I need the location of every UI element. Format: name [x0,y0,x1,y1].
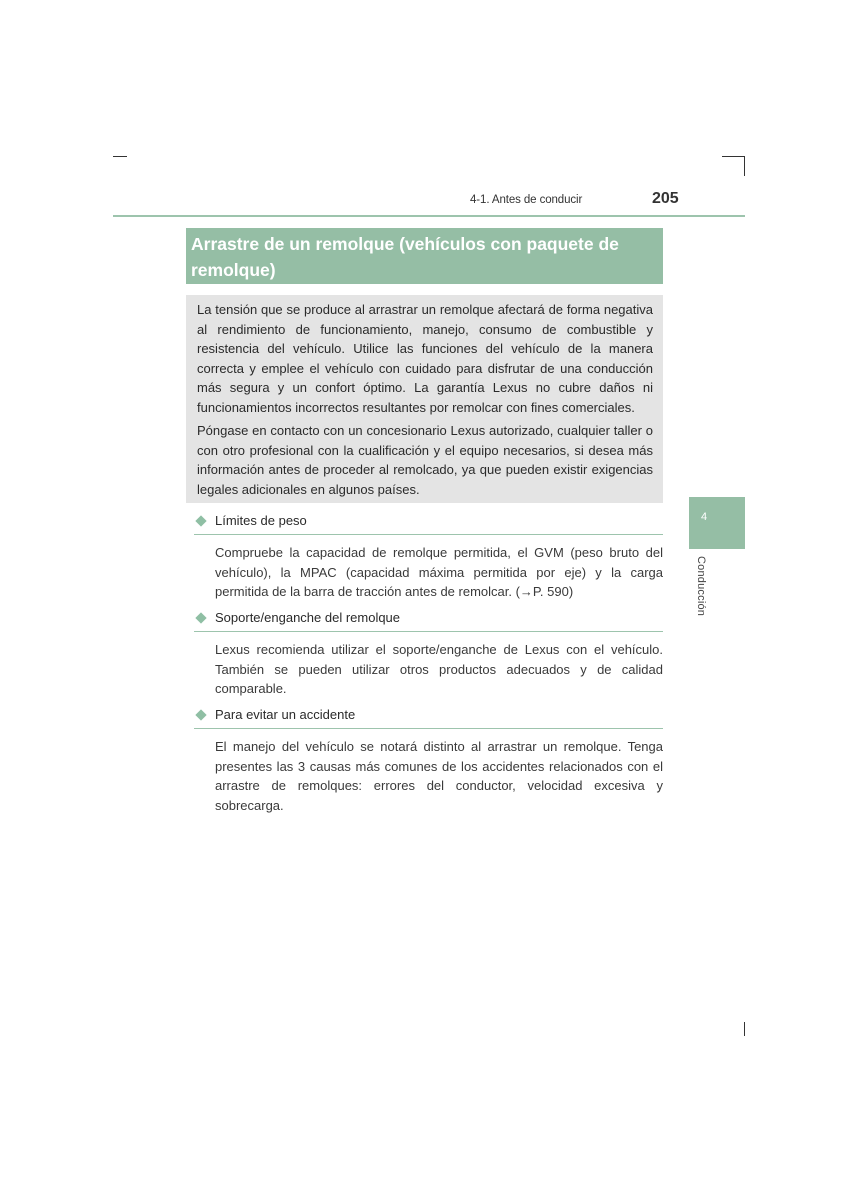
diamond-bullet-icon [195,515,206,526]
chapter-tab [689,497,745,549]
subsection-heading [194,610,663,632]
crop-mark-top-right-v [744,156,745,176]
intro-paragraph: Póngase en contacto con un concesionario Lexus autorizado, cualquier taller o con otro profesional con la cualificación y el equipo necesarios, si desea más información antes de proceder al remolcado, ya que pueden existir exigencias legales adicionales en algunos países. [197,423,653,497]
subsection-title: Soporte/enganche del remolque [215,610,401,625]
subsection-heading [194,707,663,729]
chapter-label: Conducción [695,556,707,617]
page-title: Arrastre de un remolque (vehículos con paquete de remolque) [191,234,619,280]
page-number: 205 [652,190,679,207]
subsection-body: El manejo del vehículo se notará distinto al arrastrar un remolque. Tenga presentes las 3 causas más comunes de los accidentes relacionados con el arrastre de remolques: errores del conductor, velocidad excesiva y sobrecarga. [215,739,663,813]
subsection-body: Lexus recomienda utilizar el soporte/enganche de Lexus con el vehículo. También se pueden utilizar otros productos adecuados y de calidad comparable. [215,642,663,696]
intro-box [186,295,663,503]
intro-paragraph: La tensión que se produce al arrastrar un remolque afectará de forma negativa al rendimiento de funcionamiento, manejo, consumo de combustible y resistencia del vehículo. Utilice las funciones del vehículo de la manera correcta y emplee el vehículo con cuidado para disfrutar de una conducción más segura y un confort óptimo. La garantía Lexus no cubre daños ni funcionamientos incorrectos resultantes por remolcar con fines comerciales. [197,302,653,415]
crop-mark-bottom-right-v [744,1022,745,1036]
subsection-title: Para evitar un accidente [215,707,356,722]
subsection-hitch [194,610,663,699]
crop-mark-top-right-h [722,156,744,157]
subsection-weight-limits [194,513,663,602]
running-header-section: 4-1. Antes de conducir [470,194,583,206]
crop-mark-top-left [113,156,127,157]
diamond-bullet-icon [195,612,206,623]
diamond-bullet-icon [195,709,206,720]
subsection-body: Compruebe la capacidad de remolque permitida, el GVM (peso bruto del vehículo), la MPAC (capacidad máxima permitida por eje) y la carga permitida de la barra de tracción antes de remolcar. (→P. 590) [215,545,663,599]
chapter-number: 4 [701,511,708,523]
header-rule [113,215,745,217]
subsection-heading [194,513,663,535]
section-title-banner [186,228,663,284]
subsection-title: Límites de peso [215,513,307,528]
subsection-avoid-accident [194,707,663,815]
